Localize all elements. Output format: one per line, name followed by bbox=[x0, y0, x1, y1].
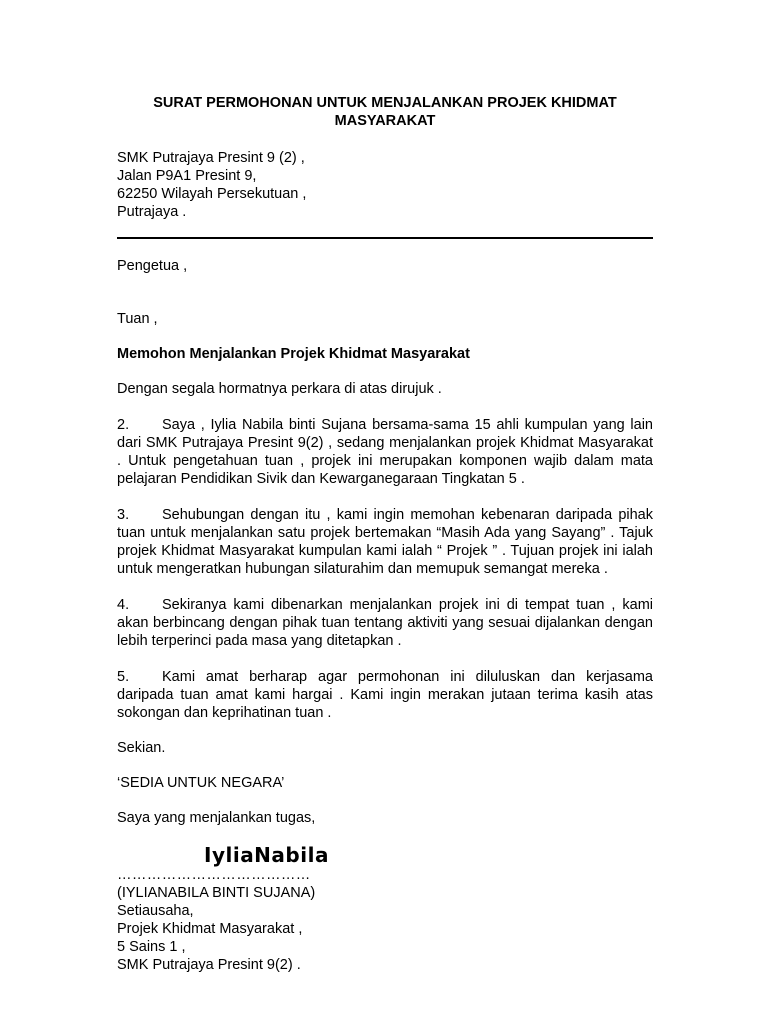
paragraph-number: 2. bbox=[117, 417, 130, 433]
letter-page bbox=[117, 94, 653, 974]
sekian: Sekian. bbox=[117, 740, 166, 756]
opening-paragraph: Dengan segala hormatnya perkara di atas dirujuk . bbox=[117, 381, 442, 397]
letter-title-line-1: SURAT PERMOHONAN UNTUK MENJALANKAN PROJEK KHIDMAT bbox=[153, 95, 617, 111]
paragraph-text: Saya , Iylia Nabila binti Sujana bersama-sama 15 ahli kumpulan yang lain dari SMK Putrajaya Presint 9(2) , sedang menjalankan projek Khidmat Masyarakat . Untuk pengetahuan tuan , projek ini merupakan komponen wajib dalam mata pelajaran Pendidikan Sivik dan Kewarganegaraan Tingkatan 5 . bbox=[117, 417, 653, 487]
sender-address-line: 62250 Wilayah Persekutuan , bbox=[117, 186, 307, 202]
letter-title bbox=[117, 94, 653, 130]
body-paragraph-3 bbox=[117, 506, 653, 578]
header-divider bbox=[117, 237, 653, 239]
sender-address-line: SMK Putrajaya Presint 9 (2) , bbox=[117, 150, 305, 166]
sender-address-line: Putrajaya . bbox=[117, 204, 187, 220]
sender-address bbox=[117, 149, 653, 221]
paragraph-number: 5. bbox=[117, 669, 130, 685]
signer-detail-line: SMK Putrajaya Presint 9(2) . bbox=[117, 957, 301, 973]
signer-detail-line: Projek Khidmat Masyarakat , bbox=[117, 921, 303, 937]
sender-address-line: Jalan P9A1 Presint 9, bbox=[117, 168, 257, 184]
signature: IyliaNabila bbox=[204, 843, 329, 867]
subject-line: Memohon Menjalankan Projek Khidmat Masyarakat bbox=[117, 346, 470, 362]
paragraph-number: 3. bbox=[117, 507, 130, 523]
paragraph-text: Kami amat berharap agar permohonan ini diluluskan dan kerjasama daripada tuan amat kami hargai . Kami ingin merakan jutaan terima kasih atas sokongan dan keprihatinan tuan . bbox=[117, 669, 653, 721]
signer-block bbox=[117, 884, 653, 974]
body-paragraph-4 bbox=[117, 596, 653, 650]
paragraph-text: Sekiranya kami dibenarkan menjalankan projek ini di tempat tuan , kami akan berbincang dengan pihak tuan tentang aktiviti yang sesuai dijalankan dengan lebih terperinci pada masa yang ditetapkan . bbox=[117, 597, 653, 649]
salutation: Tuan , bbox=[117, 311, 158, 327]
recipient: Pengetua , bbox=[117, 258, 188, 274]
motto: ‘SEDIA UNTUK NEGARA’ bbox=[117, 775, 285, 791]
letter-title-line-2: MASYARAKAT bbox=[334, 113, 436, 129]
signer-detail-line: 5 Sains 1 , bbox=[117, 939, 186, 955]
signer-detail-line: Setiausaha, bbox=[117, 903, 194, 919]
body-paragraph-2 bbox=[117, 416, 653, 488]
duty-line: Saya yang menjalankan tugas, bbox=[117, 810, 316, 826]
signature-dotted-line: ………………………………… bbox=[117, 867, 311, 883]
body-paragraph-5 bbox=[117, 668, 653, 722]
paragraph-number: 4. bbox=[117, 597, 130, 613]
signer-name: (IYLIANABILA BINTI SUJANA) bbox=[117, 885, 316, 901]
paragraph-text: Sehubungan dengan itu , kami ingin memohan kebenaran daripada pihak tuan untuk menjalankan satu projek bertemakan “Masih Ada yang Sayang” . Tajuk projek Khidmat Masyarakat kumpulan kami ialah “ Projek ” . Tujuan projek ini ialah untuk mengeratkan hubungan silaturahim dan memupuk semangat mereka . bbox=[117, 507, 653, 577]
